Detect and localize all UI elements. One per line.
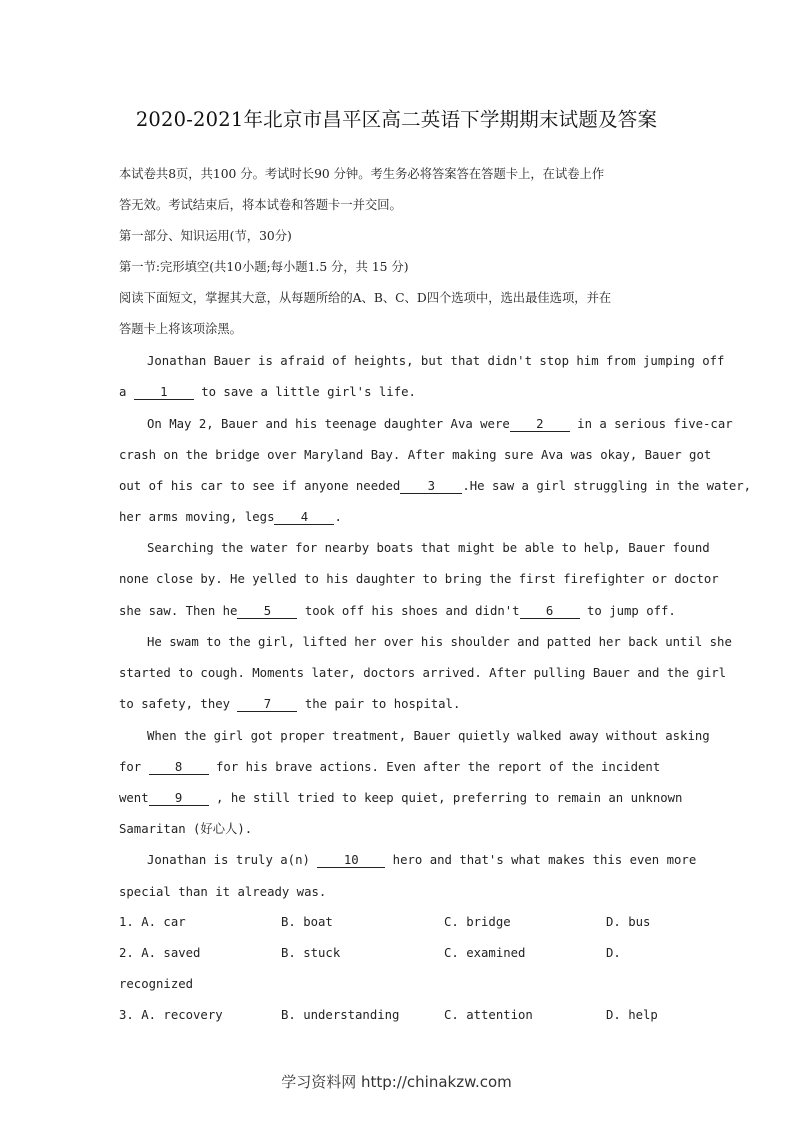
blank-9: 9	[149, 792, 209, 806]
option-d-text: recognized	[119, 977, 194, 991]
passage-line: she saw. Then he 5 took off his shoes and didn't 6 to jump off.	[119, 604, 676, 618]
passage-line: to safety, they 7 the pair to hospital.	[119, 697, 461, 711]
passage-line: her arms moving, legs 4 .	[119, 510, 342, 524]
option-d: D. bus	[606, 915, 651, 929]
passage-line: crash on the bridge over Maryland Bay. After making sure Ava was okay, Bauer got	[119, 448, 712, 462]
blank-6: 6	[520, 605, 580, 619]
option-b: B. understanding	[281, 1008, 400, 1022]
passage-line: a 1 to save a little girl's life.	[119, 385, 416, 399]
passage-line: Searching the water for nearby boats that might be able to help, Bauer found	[147, 541, 710, 555]
passage-line: started to cough. Moments later, doctors arrived. After pulling Bauer and the girl	[119, 666, 727, 680]
blank-7: 7	[237, 698, 297, 712]
passage-line: Jonathan Bauer is afraid of heights, but that didn't stop him from jumping off	[147, 354, 725, 368]
page-title: 2020-2021年北京市昌平区高二英语下学期期末试题及答案	[135, 108, 658, 131]
section-heading: 第一部分、知识运用(节，30分)	[119, 229, 292, 243]
option-d: D. help	[606, 1008, 658, 1022]
passage-line: none close by. He yelled to his daughter to bring the first firefighter or doctor	[119, 572, 719, 586]
passage-line: for 8 for his brave actions. Even after the report of the incident	[119, 760, 661, 774]
footer-watermark: 学习资料网 http://chinakzw.com	[281, 1073, 512, 1091]
blank-8: 8	[149, 761, 209, 775]
option-c: C. attention	[444, 1008, 533, 1022]
blank-1: 1	[134, 386, 194, 400]
intro-line: 本试卷共8页，共100 分。考试时长90 分钟。考生务必将答案答在答题卡上，在试卷上作	[119, 167, 605, 181]
passage-line: special than it already was.	[119, 885, 327, 899]
blank-3: 3	[400, 480, 462, 494]
passage-line: out of his car to see if anyone needed 3 .He saw a girl struggling in the water,	[119, 479, 752, 493]
blank-4: 4	[274, 511, 334, 525]
option-c: C. examined	[444, 946, 526, 960]
intro-line: 答题卡上将该项涂黑。	[119, 322, 242, 336]
option-a: 1. A. car	[119, 915, 186, 929]
option-b: B. boat	[281, 915, 333, 929]
option-a: 3. A. recovery	[119, 1008, 223, 1022]
option-a: 2. A. saved	[119, 946, 201, 960]
passage-line: When the girl got proper treatment, Bauer quietly walked away without asking	[147, 729, 710, 743]
intro-line: 阅读下面短文，掌握其大意，从每题所给的A、B、C、D四个选项中，选出最佳选项，并在	[119, 291, 612, 305]
blank-10: 10	[317, 854, 385, 868]
passage-line: Samaritan (好心人).	[119, 822, 253, 836]
blank-5: 5	[237, 605, 297, 619]
option-d: D.	[606, 946, 621, 960]
blank-2: 2	[510, 418, 570, 432]
passage-line: Jonathan is truly a(n) 10 hero and that's what makes this even more	[147, 853, 697, 867]
passage-line: went 9 , he still tried to keep quiet, preferring to remain an unknown	[119, 791, 683, 805]
option-b: B. stuck	[281, 946, 341, 960]
option-c: C. bridge	[444, 915, 511, 929]
passage-line: He swam to the girl, lifted her over his shoulder and patted her back until she	[147, 635, 732, 649]
intro-line: 答无效。考试结束后，将本试卷和答题卡一并交回。	[119, 198, 402, 212]
passage-line: On May 2, Bauer and his teenage daughter Ava were 2 in a serious five-car	[147, 417, 733, 431]
subsection-heading: 第一节:完形填空(共10小题;每小题1.5 分，共 15 分)	[119, 260, 409, 274]
